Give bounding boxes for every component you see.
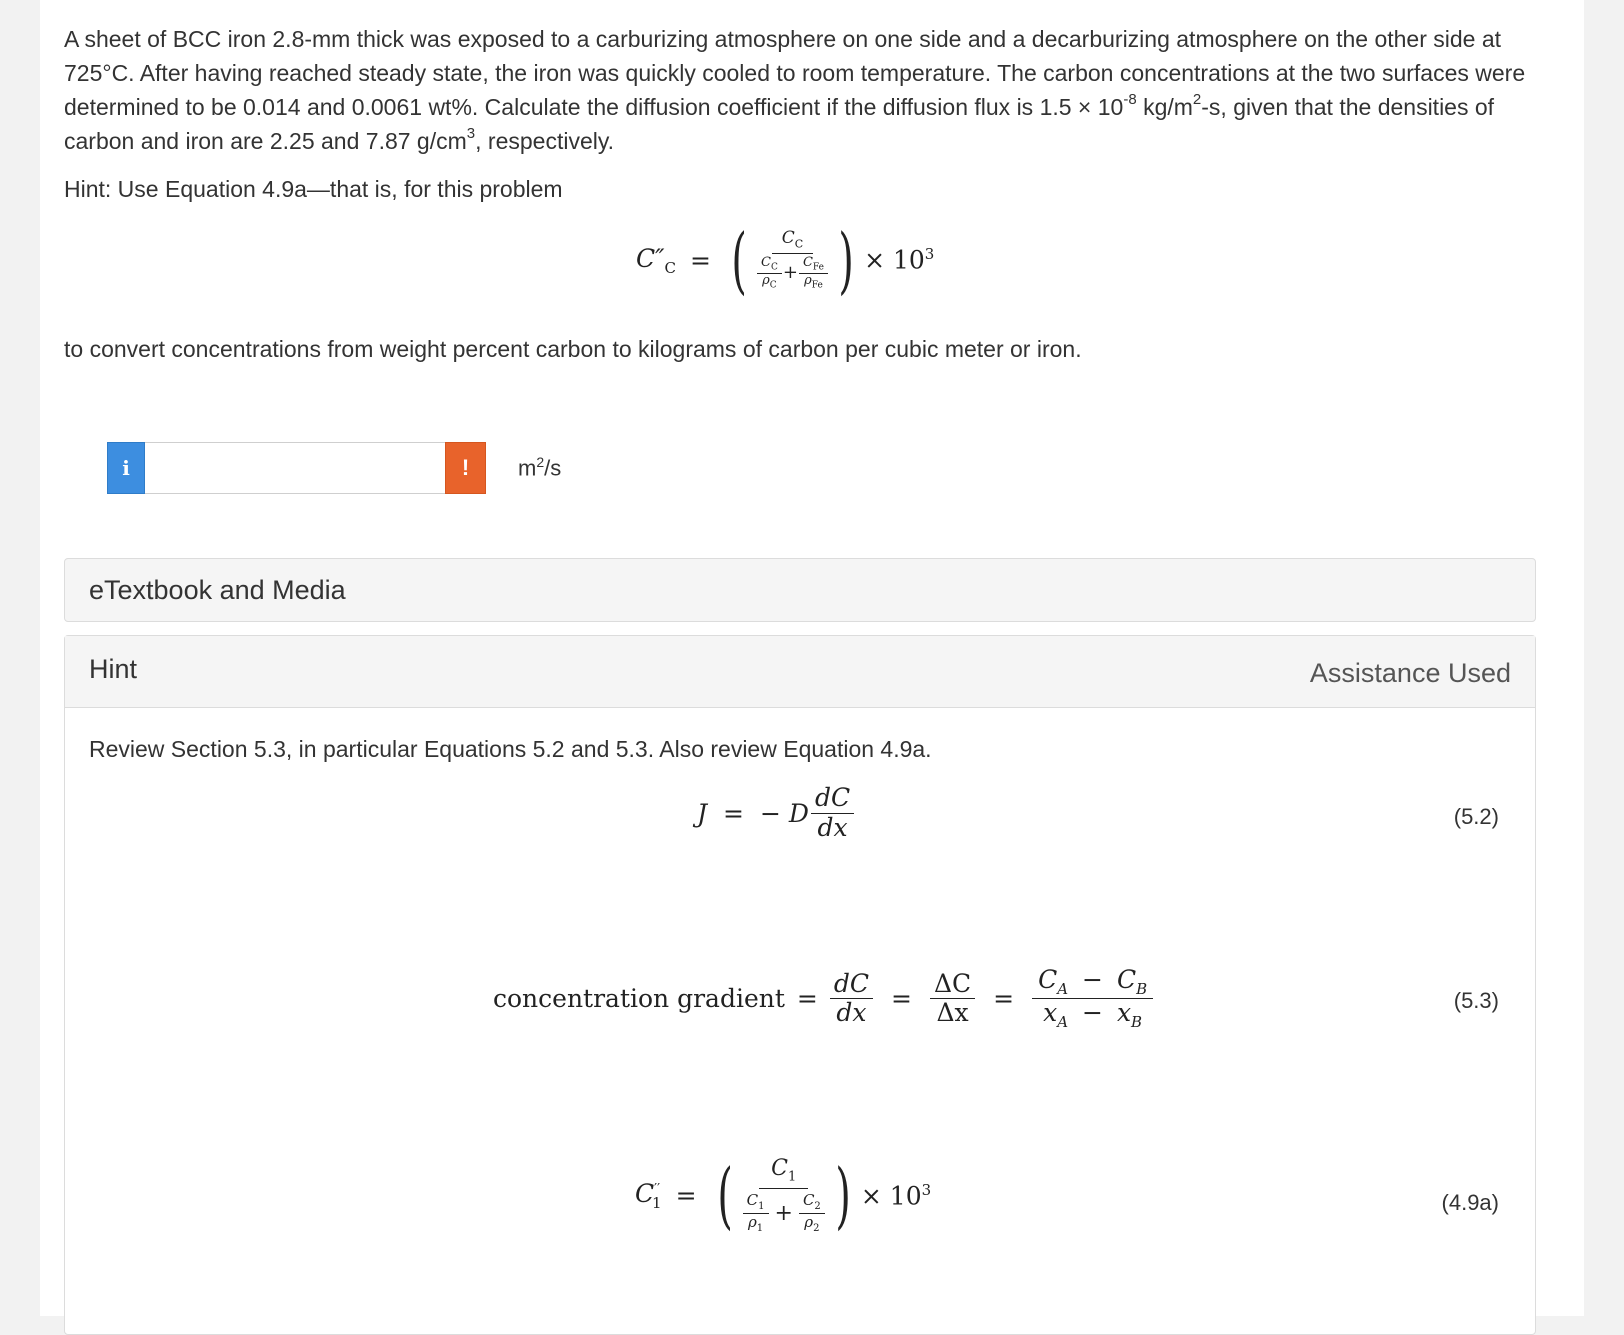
eq53-lhs: concentration gradient [493,984,785,1014]
eq49a-label: (4.9a) [1441,1190,1499,1215]
eq53-f2-den: Δx [936,998,969,1028]
hint-intro: Hint: Use Equation 4.9a—that is, for this problem [64,176,563,202]
eq53-cb: C [1116,965,1137,994]
eq53-num-minus: − [1082,965,1103,994]
convert-text: to convert concentrations from weight percent carbon to kilograms of carbon per cubic meter or iron. [64,336,1082,362]
left-paren: ( [731,218,747,302]
eq52-minus-d: − D [759,798,809,828]
eq53-xa-sub: A [1057,1013,1069,1032]
eq-den1-num-sub: C [770,262,778,273]
answer-input[interactable] [145,442,445,494]
eq-exp: 3 [924,245,935,264]
area-exponent: 2 [1192,91,1202,109]
eq-lhs-sub: C [664,258,676,277]
eq49a-d2-num: C [802,1191,815,1210]
left-paren: ( [716,1153,733,1238]
eq53-ca: C [1038,965,1058,994]
eq49a-num-sub: 1 [788,1169,797,1185]
eq-num: C [781,228,795,249]
eq-num-sub: C [794,237,804,251]
unit-tail: /s [544,455,562,481]
hint-title[interactable]: Hint [89,654,138,684]
hint-panel [64,635,1536,1335]
eq-plus: + [782,262,798,284]
problem-text: A sheet of BCC iron 2.8-mm thick was exposed to a carburizing atmosphere on one side and a decarburizing atmosphere on the other side at 725°C. After having reached steady state, the iron was quickly cooled to room temperature. The carbon concentrations at the two surfaces were determined to be 0.014 and 0.0061 wt%. Calculate the diffusion coefficient if the diffusion flux is 1.5 × 10 [64,26,1526,120]
equation-5-2 [697,784,854,843]
eq-fraction [753,229,832,291]
eq49a-d2-den-sub: 2 [813,1222,820,1234]
flux-exponent: -8 [1123,91,1137,109]
eq52-J: J [697,798,708,828]
assistance-used-label: Assistance Used [1309,658,1511,688]
eq52-den: dx [817,812,848,842]
eq53-xb: x [1116,998,1132,1028]
exclamation-icon: ! [461,455,470,480]
question-page [40,0,1584,1316]
eq53-ca-sub: A [1057,980,1069,998]
volume-exponent: 3 [466,125,476,143]
eq53-f2-num: ΔC [933,968,972,998]
eq49a-num: C [771,1156,788,1181]
answer-unit [518,454,561,481]
eq-den1-den-sub: C [769,280,777,291]
equation-4-9a [635,1153,932,1238]
etextbook-panel[interactable] [64,558,1536,622]
problem-text: -s, given that the densities of carbon and iron are 2.25 and 7.87 g/cm [64,94,1495,154]
right-paren: ) [838,218,854,302]
eq-equals: = [689,245,711,275]
eq49a-times: × 10 [860,1180,922,1210]
eq-den1-den: ρ [762,273,770,289]
eq53-equals: = [993,984,1015,1014]
eq-times: × 10 [864,245,925,275]
eq-den2-num: C [802,255,813,271]
eq49a-d2-num-sub: 2 [814,1201,821,1213]
eq53-xa: x [1043,998,1058,1028]
eq-den1-num: C [761,255,771,271]
eq-lhs: C″ [636,243,665,273]
eq49a-lhs-sup: ′′ [654,1181,661,1197]
eq52-label: (5.2) [1453,804,1499,829]
problem-text: , respectively. [475,128,615,154]
eq53-cb-sub: B [1136,980,1148,998]
unit-exp: 2 [536,454,545,471]
eq53-den-minus: − [1082,998,1103,1028]
problem-text: kg/m [1136,94,1193,120]
problem-statement [64,22,1564,158]
eq49a-plus: + [774,1200,793,1226]
eq49a-d2-den: ρ [804,1212,814,1231]
info-icon: i [122,456,130,480]
eq49a-lhs-sub: 1 [652,1193,662,1212]
eq49a-d1-num-sub: 1 [758,1201,765,1213]
eq52-equals: = [723,798,744,828]
equation-5-3 [493,966,1153,1032]
info-button[interactable] [107,442,145,494]
eq52-num: dC [814,783,851,812]
eq49a-exp: 3 [921,1180,932,1199]
eq53-f1-den: dx [836,998,867,1028]
eq53-xb-sub: B [1131,1013,1143,1032]
eq-den2-num-sub: Fe [812,262,824,273]
answer-row [107,442,561,494]
unit-base: m [518,455,537,481]
hint-review-text: Review Section 5.3, in particular Equations 5.2 and 5.3. Also review Equation 4.9a. [89,736,932,762]
eq49a-d1-num: C [746,1191,759,1210]
right-paren: ) [835,1153,851,1238]
eq53-equals: = [891,984,912,1014]
eq49a-d1-den: ρ [747,1212,757,1231]
eq53-label: (5.3) [1453,988,1499,1013]
warning-button[interactable] [445,442,486,494]
eq-den2-den: ρ [804,273,812,289]
eq49a-d1-den-sub: 1 [756,1222,764,1234]
eq49a-equals: = [675,1180,697,1210]
eq53-f1-num: dC [833,968,869,998]
hint-header[interactable] [65,636,1535,708]
eq49a-lhs: C [635,1178,655,1208]
equation-conversion [636,218,935,302]
eq53-equals: = [796,984,818,1014]
etextbook-title[interactable]: eTextbook and Media [89,575,346,605]
eq-den2-den-sub: Fe [811,280,823,291]
